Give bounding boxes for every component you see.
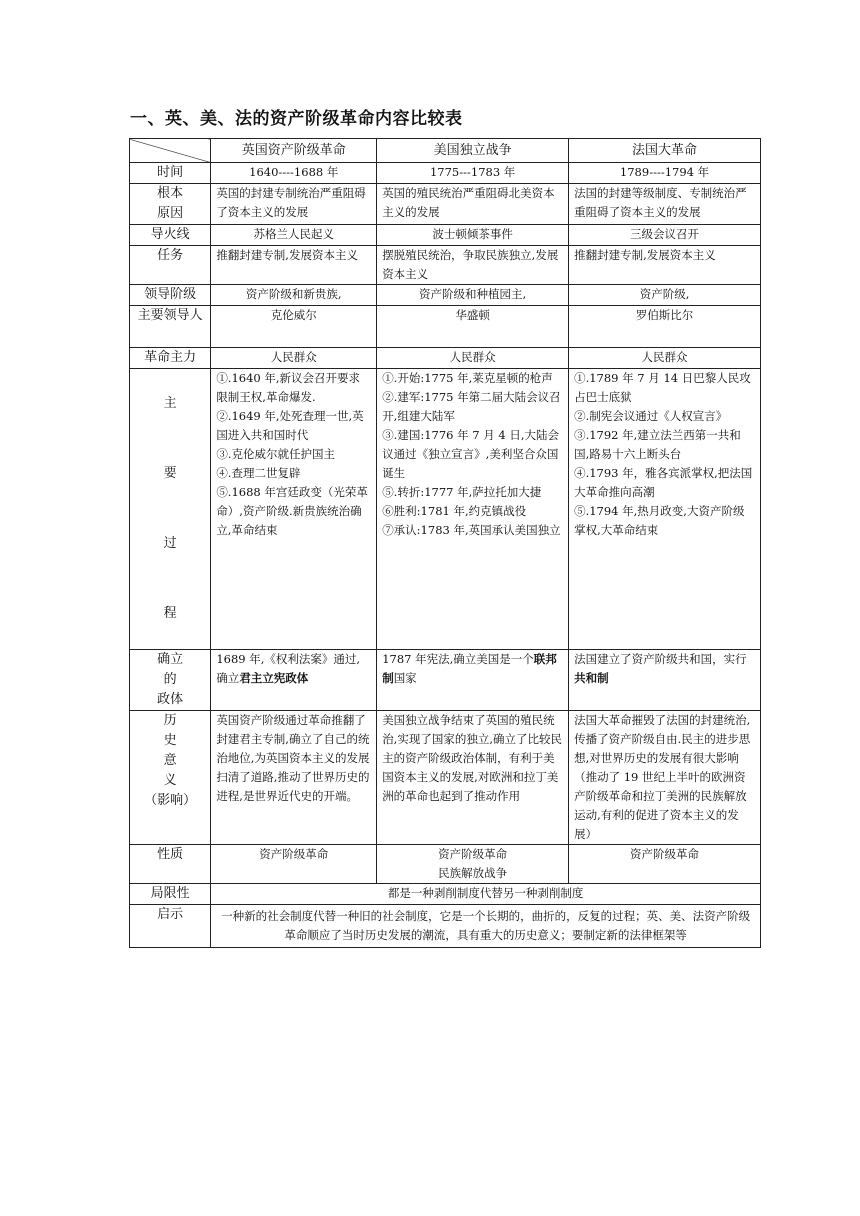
- cell-force-usa: 人民群众: [377, 348, 569, 369]
- row-label-regime: [130, 650, 211, 711]
- cell-task-france: 推翻封建专制,发展资本主义: [569, 246, 761, 285]
- cell-process-france: [569, 369, 761, 650]
- row-label-trigger: 导火线: [130, 225, 211, 246]
- table-row: [130, 845, 761, 884]
- cell-trigger-france: 三级会议召开: [569, 225, 761, 246]
- label-line: （影响）: [144, 793, 197, 808]
- bold-term: 君主立宪政体: [239, 671, 309, 685]
- label-line: 原因: [157, 206, 184, 221]
- cell-insight: 一种新的社会制度代替一种旧的社会制度，它是一个长期的，曲折的，反复的过程；英、美、法资产阶级革命顺应了当时历史发展的潮流，具有重大的历史意义；要制定新的法律框架等: [211, 905, 761, 948]
- page-title: 一、英、美、法的资产阶级革命内容比较表: [130, 109, 463, 129]
- process-step: ④.1793 年，雅各宾派掌权,把法国大革命推向高潮: [574, 466, 753, 499]
- row-label-nature: 性质: [130, 845, 211, 884]
- table-row: [130, 306, 761, 348]
- table-row: [130, 348, 761, 369]
- label-line: 意: [163, 753, 177, 768]
- cell-task-england: 推翻封建专制,发展资本主义: [211, 246, 377, 285]
- label-line: 的: [163, 672, 177, 687]
- header-france: 法国大革命: [569, 139, 761, 163]
- row-label-leading-class: 领导阶级: [130, 285, 211, 306]
- corner-cell: [130, 139, 211, 163]
- cell-leader-england: 克伦威尔: [211, 306, 377, 348]
- cell-nature-usa: [377, 845, 569, 884]
- table-row: [130, 711, 761, 845]
- table-row: [130, 884, 761, 905]
- table-row: [130, 285, 761, 306]
- comparison-table: [129, 138, 761, 948]
- cell-significance-england: 英国资产阶级通过革命推翻了封建君主专制,确立了自己的统治地位,为英国资本主义的发展扫清了道路,推动了世界历史的进程,是世界近代史的开端。: [211, 711, 377, 845]
- cell-force-england: 人民群众: [211, 348, 377, 369]
- label-char: 主: [163, 396, 177, 411]
- label-line: 历: [163, 713, 177, 728]
- cell-process-england: [211, 369, 377, 650]
- cell-trigger-usa: 波士顿倾茶事件: [377, 225, 569, 246]
- process-step: ⑦承认:1783 年,英国承认美国独立: [382, 523, 561, 537]
- cell-trigger-england: 苏格兰人民起义: [211, 225, 377, 246]
- row-label-limitation: 局限性: [130, 884, 211, 905]
- cell-time-france: 1789----1794 年: [569, 163, 761, 184]
- cell-nature-england: 资产阶级革命: [211, 845, 377, 884]
- row-label-process: [130, 369, 211, 650]
- process-step: ②.建军:1775 年第二届大陆会议召开,组建大陆军: [382, 390, 561, 423]
- label-line: 史: [163, 733, 177, 748]
- process-step: ④.查理二世复辟: [216, 466, 301, 480]
- row-label-cause: [130, 184, 211, 225]
- process-step: ②.1649 年,处死查理一世,英国进入共和国时代: [216, 409, 364, 442]
- cell-significance-france: 法国大革命摧毁了法国的封建统治,传播了资产阶级自由.民主的进步思想,对世界历史的发展有很大影响（推动了 19 世纪上半叶的欧洲资产阶级革命和拉丁美洲的民族解放运动,有利的促进了资本主义的发展）: [569, 711, 761, 845]
- process-step: ③.1792 年,建立法兰西第一共和国,路易十六上断头台: [574, 428, 741, 461]
- process-step: ⑤.转折:1777 年,萨拉托加大捷: [382, 485, 542, 499]
- table-row: [130, 225, 761, 246]
- table-row: [130, 246, 761, 285]
- row-label-insight: 启示: [130, 905, 211, 948]
- cell-leader-usa: 华盛顿: [377, 306, 569, 348]
- process-step: ③.克伦威尔就任护国主: [216, 447, 335, 461]
- label-char: 要: [163, 466, 177, 481]
- table-row: [130, 905, 761, 948]
- cell-force-france: 人民群众: [569, 348, 761, 369]
- header-usa: 美国独立战争: [377, 139, 569, 163]
- process-step: ①.开始:1775 年,莱克星顿的枪声: [382, 371, 553, 385]
- cell-nature-france: 资产阶级革命: [569, 845, 761, 884]
- cell-regime-france: [569, 650, 761, 711]
- cell-class-england: 资产阶级和新贵族,: [211, 285, 377, 306]
- bold-term: 联邦制: [382, 652, 557, 685]
- label-line: 确立: [157, 652, 184, 667]
- cell-class-usa: 资产阶级和种植园主,: [377, 285, 569, 306]
- process-step: ②.制宪会议通过《人权宣言》: [574, 409, 728, 423]
- row-label-time: 时间: [130, 163, 211, 184]
- cell-task-usa: 摆脱殖民统治，争取民族独立,发展资本主义: [377, 246, 569, 285]
- label-char: 过: [163, 536, 177, 551]
- row-label-significance: [130, 711, 211, 845]
- cell-significance-usa: 美国独立战争结束了英国的殖民统治,实现了国家的独立,确立了比较民主的资产阶级政治体制，有利于美国资本主义的发展,对欧洲和拉丁美洲的革命也起到了推动作用: [377, 711, 569, 845]
- cell-time-usa: 1775---1783 年: [377, 163, 569, 184]
- cell-leader-france: 罗伯斯比尔: [569, 306, 761, 348]
- cell-process-usa: [377, 369, 569, 650]
- process-step: ③.建国:1776 年 7 月 4 日,大陆会议通过《独立宣言》,美利坚合众国诞生: [382, 428, 560, 480]
- cell-cause-usa: 英国的殖民统治严重阻碍北美资本主义的发展: [377, 184, 569, 225]
- row-label-task: 任务: [130, 246, 211, 285]
- process-step: ⑤.1688 年宫廷政变（光荣革命）,资产阶级.新贵族统治确立,革命结束: [216, 485, 368, 537]
- cell-limitation: 都是一种剥削制度代替另一种剥削制度: [211, 884, 761, 905]
- nature-line: 资产阶级革命: [438, 847, 508, 861]
- table-row: [130, 650, 761, 711]
- cell-regime-usa: [377, 650, 569, 711]
- cell-time-england: 1640----1688 年: [211, 163, 377, 184]
- table-row: [130, 184, 761, 225]
- text: 1689 年,《权利法案》通过,确立: [216, 652, 361, 685]
- table-row: [130, 163, 761, 184]
- process-step: ⑥胜利:1781 年,约克镇战役: [382, 504, 527, 518]
- cell-class-france: 资产阶级,: [569, 285, 761, 306]
- label-line: 政体: [157, 692, 184, 707]
- cell-cause-france: 法国的封建等级制度、专制统治严重阻碍了资本主义的发展: [569, 184, 761, 225]
- row-label-main-force: 革命主力: [130, 348, 211, 369]
- nature-line: 民族解放战争: [438, 866, 508, 880]
- row-label-leaders: 主要领导人: [130, 306, 211, 348]
- text: 1787 年宪法,确立美国是一个: [382, 652, 534, 666]
- table-row: [130, 369, 761, 650]
- text: 法国建立了资产阶级共和国，实行: [574, 652, 747, 666]
- process-step: ①.1789 年 7 月 14 日巴黎人民攻占巴士底狱: [574, 371, 751, 404]
- label-line: 义: [163, 773, 177, 788]
- header-england: 英国资产阶级革命: [211, 139, 377, 163]
- bold-term: 共和制: [574, 671, 609, 685]
- label-char: 程: [163, 606, 177, 621]
- cell-cause-england: 英国的封建专制统治严重阻碍了资本主义的发展: [211, 184, 377, 225]
- header-row: [130, 139, 761, 163]
- text: 国家: [393, 671, 417, 685]
- process-step: ⑤.1794 年,热月政变,大资产阶级掌权,大革命结束: [574, 504, 745, 537]
- process-step: ①.1640 年,新议会召开要求限制王权,革命爆发.: [216, 371, 361, 404]
- cell-regime-england: [211, 650, 377, 711]
- label-line: 根本: [157, 186, 184, 201]
